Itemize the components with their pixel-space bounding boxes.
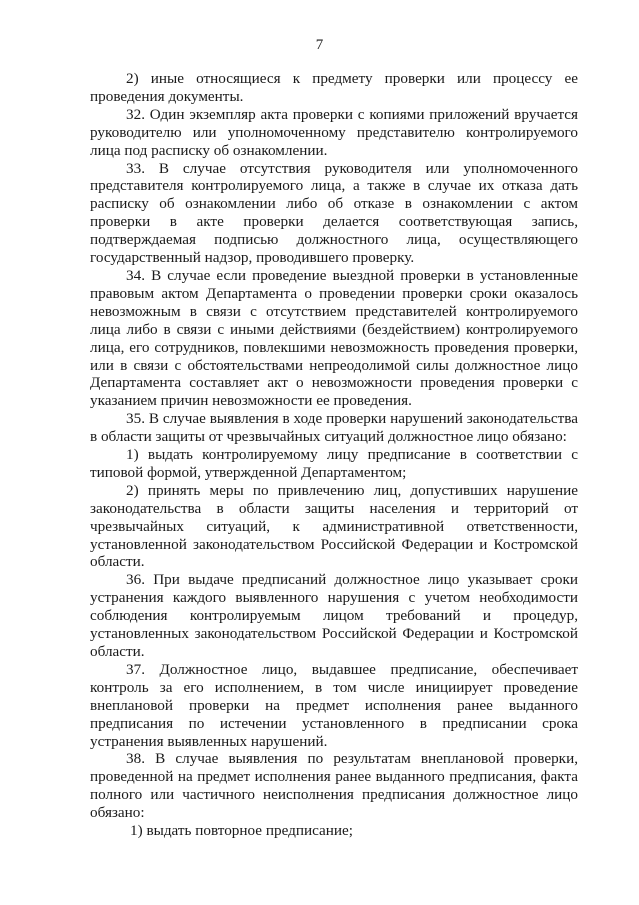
paragraph-35-item-1: 1) выдать контролируемому лицу предписание в соответствии с типовой формой, утвержденной Департаментом;	[90, 446, 578, 481]
page-number: 7	[315, 37, 324, 53]
paragraph-35-item-2: 2) принять меры по привлечению лиц, допустивших нарушение законодательства в области защиты населения и территорий от чрезвычайных ситуаций, к административной ответственности, установленной законодательством Российской Федерации и Костромской области.	[90, 481, 578, 571]
paragraph-38-item-1: 1) выдать повторное предписание;	[130, 822, 353, 840]
document-body	[90, 70, 578, 840]
paragraph-item-2-documents: 2) иные относящиеся к предмету проверки или процессу ее проведения документы.	[90, 70, 578, 105]
paragraph-34: 34. В случае если проведение выездной проверки в установленные правовым актом Департамента о проведении проверки сроки оказалось невозможным в связи с отсутствием представителей контролируемого лица либо в связи с иными действиями (бездействием) контролируемого лица, его сотрудников, повлекшими невозможность проведения проверки, или в связи с обстоятельствами непреодолимой силы должностное лицо Департамента составляет акт о невозможности проведения проверки с указанием причин невозможности ее проведения.	[90, 266, 578, 410]
paragraph-37: 37. Должностное лицо, выдавшее предписание, обеспечивает контроль за его исполнением, в том числе инициирует проведение внеплановой проверки на предмет исполнения ранее выданного предписания по истечении установленного в предписании срока устранения выявленных нарушений.	[90, 660, 578, 750]
paragraph-38: 38. В случае выявления по результатам внеплановой проверки, проведенной на предмет исполнения ранее выданного предписания, факта полного или частичного неисполнения предписания должностное лицо обязано:	[90, 750, 578, 822]
paragraph-32: 32. Один экземпляр акта проверки с копиями приложений вручается руководителю или уполномоченному представителю контролируемого лица под расписку об ознакомлении.	[90, 105, 578, 159]
paragraph-33: 33. В случае отсутствия руководителя или уполномоченного представителя контролируемого лица, а также в случае их отказа дать расписку об ознакомлении либо об отказе в ознакомлении с актом проверки в акте проверки делается соответствующая запись, подтверждаемая подписью должностного лица, осуществляющего государственный надзор, проводившего проверку.	[90, 159, 578, 267]
paragraph-36: 36. При выдаче предписаний должностное лицо указывает сроки устранения каждого выявленного нарушения с учетом необходимости соблюдения контролируемым лицом требований и процедур, установленных законодательством Российской Федерации и Костромской области.	[90, 571, 578, 660]
paragraph-35: 35. В случае выявления в ходе проверки нарушений законодательства в области защиты от чрезвычайных ситуаций должностное лицо обязано:	[90, 410, 578, 446]
